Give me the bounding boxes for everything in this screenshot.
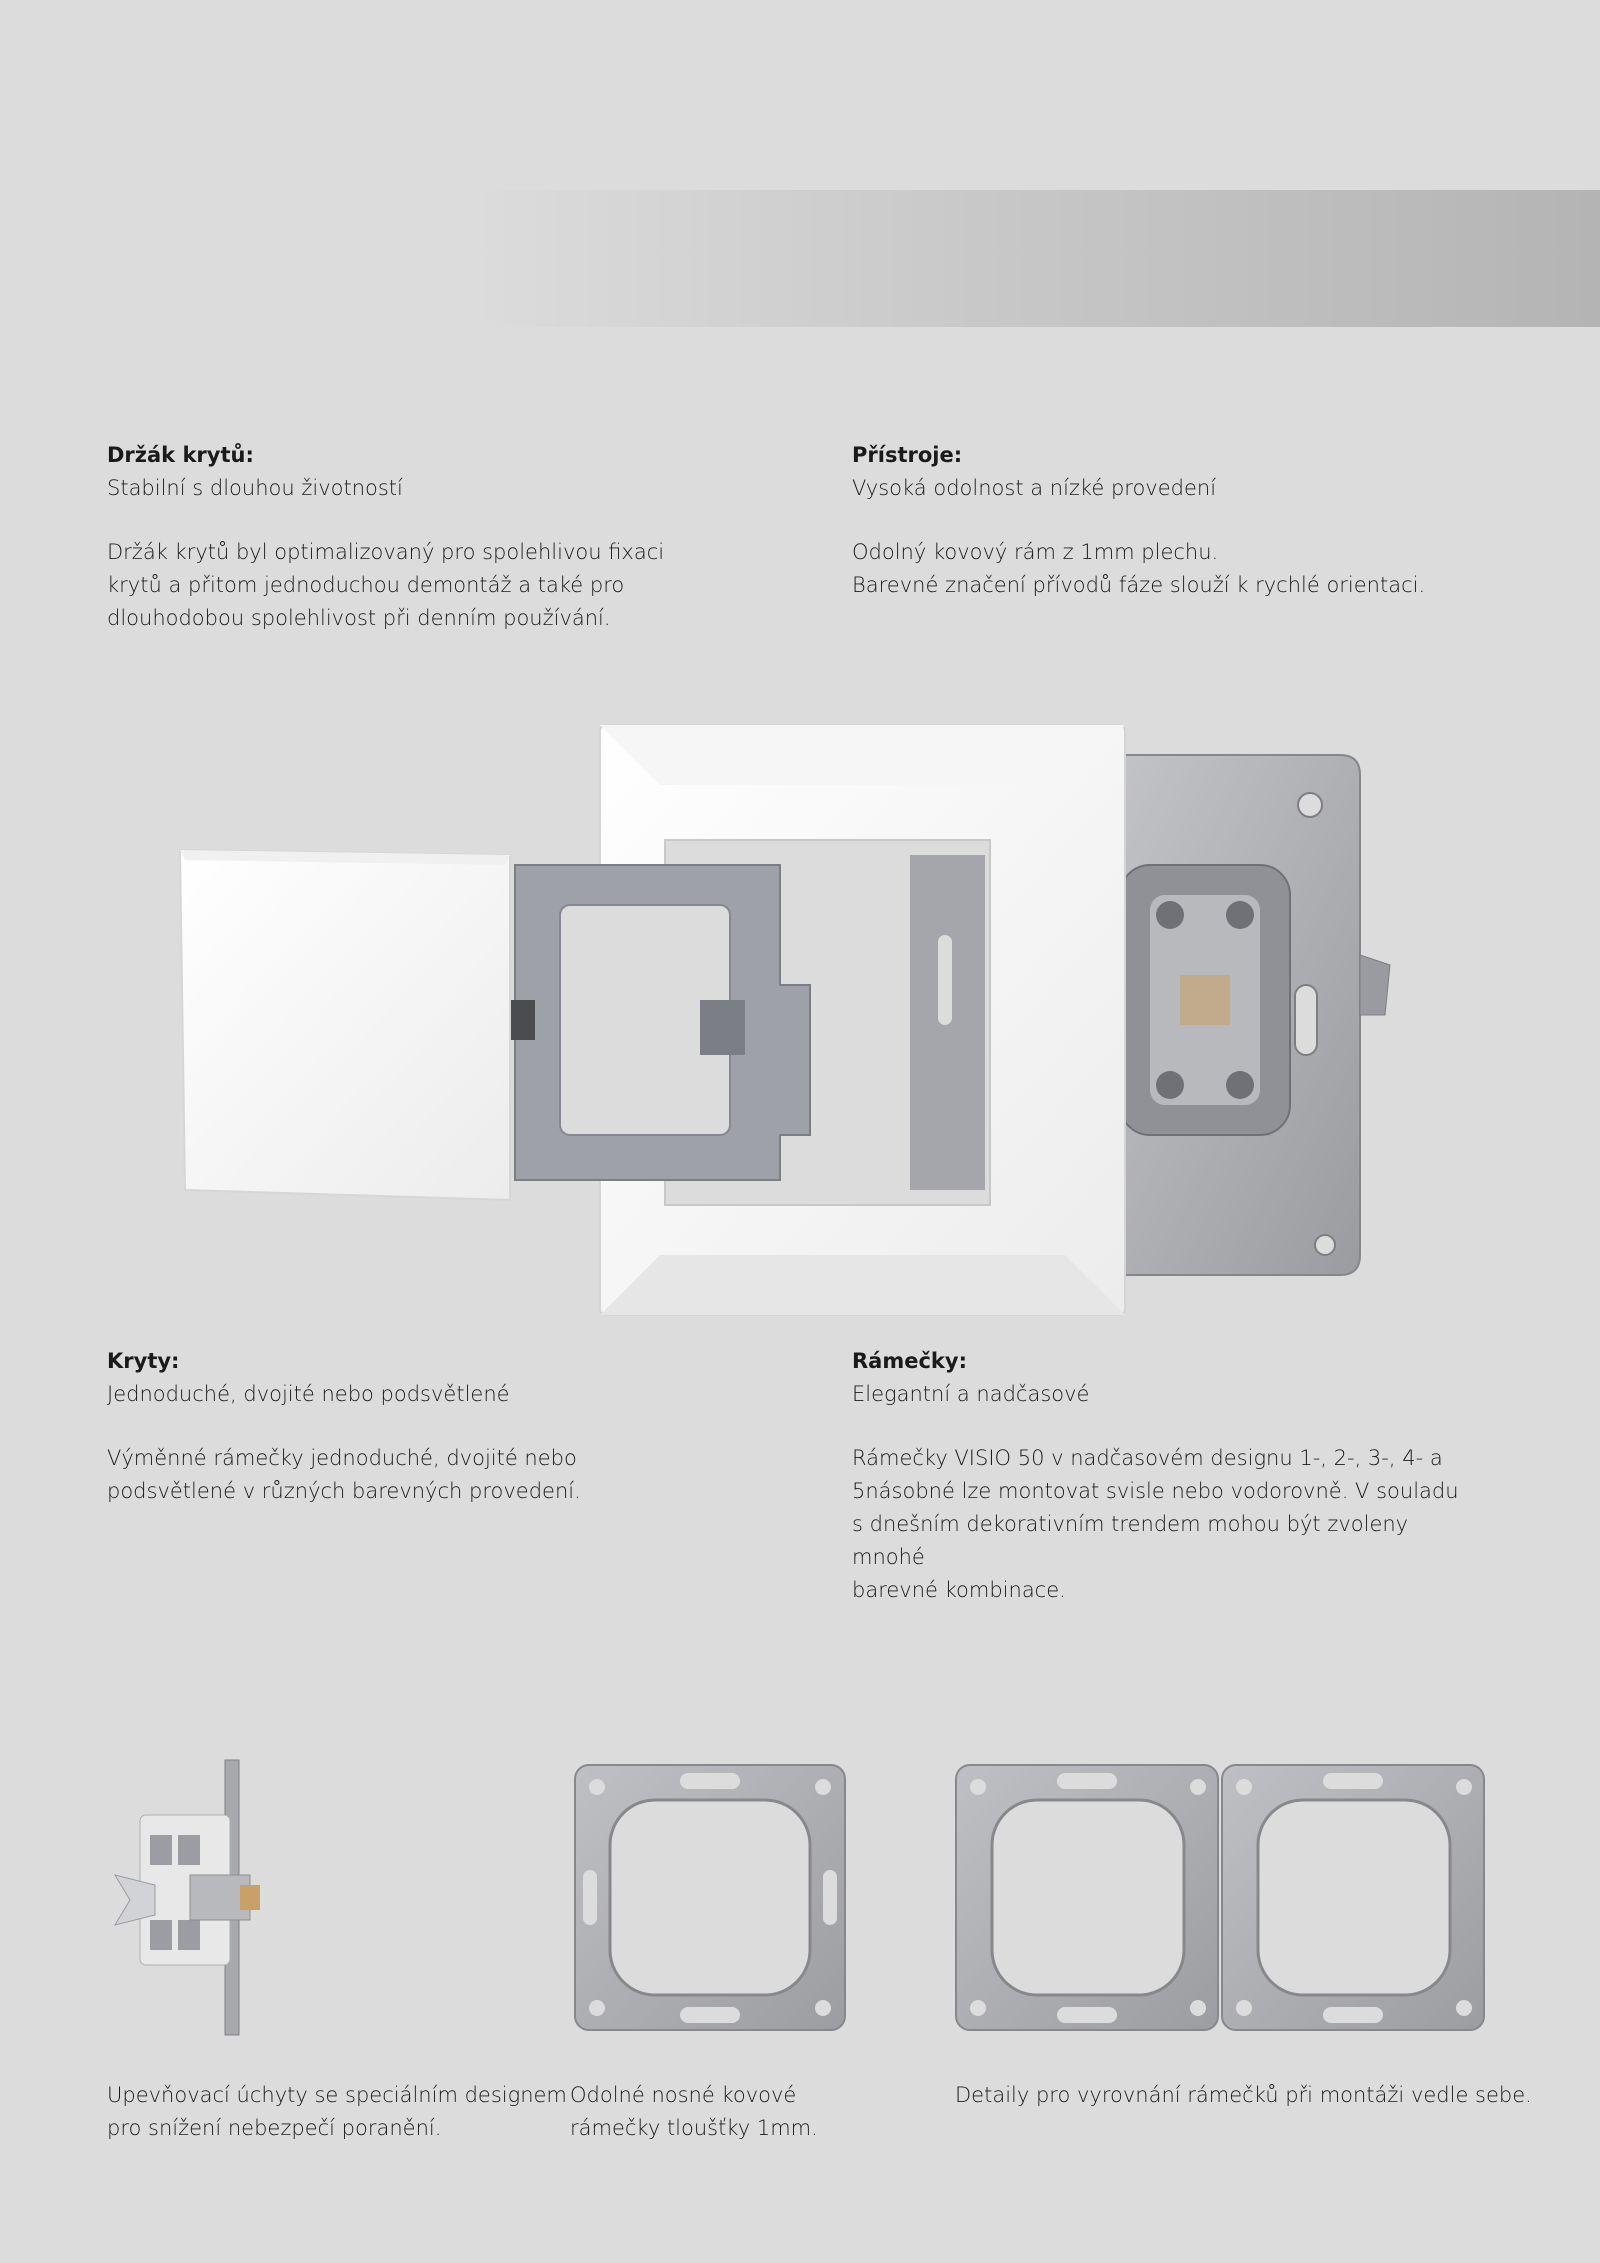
metal-mechanism: [1120, 755, 1390, 1275]
body-line: Výměnné rámečky jednoduché, dvojité nebo: [107, 1446, 577, 1470]
section-heading: Držák krytů:: [107, 443, 254, 467]
caption-line: Detaily pro vyrovnání rámečků při montáži vedle sebe.: [955, 2083, 1532, 2107]
metal-plate-right: [1222, 1765, 1484, 2030]
caption-clips: [107, 2079, 577, 2145]
body-line: Barevné značení přívodů fáze slouží k rychlé orientaci.: [852, 573, 1426, 597]
body-line: Odolný kovový rám z 1mm plechu.: [852, 540, 1219, 564]
header-gradient-band: [470, 190, 1600, 327]
section-heading: Přístroje:: [852, 443, 963, 467]
section-devices: [852, 439, 1552, 602]
section-covers: [107, 1345, 727, 1508]
aligned-metal-plates: [950, 1755, 1500, 2040]
metal-plate-left: [956, 1765, 1218, 2030]
caption-line: rámečky tloušťky 1mm.: [570, 2116, 818, 2140]
body-line: Rámečky VISIO 50 v nadčasovém designu 1-, 2-, 3-, 4- a: [852, 1446, 1443, 1470]
body-line: 5násobné lze montovat svisle nebo vodorovně. V souladu: [852, 1479, 1459, 1503]
body-line: Držák krytů byl optimalizovaný pro spolehlivou fixaci: [107, 540, 665, 564]
caption-line: Odolné nosné kovové: [570, 2083, 797, 2107]
section-subheading: Stabilní s dlouhou životností: [107, 476, 403, 500]
exploded-switch-illustration: [160, 715, 1420, 1330]
metal-mounting-plate: [565, 1755, 855, 2040]
body-line: s dnešním dekorativním trendem mohou být zvoleny mnohé: [852, 1512, 1409, 1569]
body-line: krytů a přitom jednoduchou demontáž a také pro: [107, 573, 625, 597]
mounting-clip-side-view: [100, 1755, 280, 2040]
body-line: podsvětlené v různých barevných provedení.: [107, 1479, 581, 1503]
white-rocker-cover: [180, 850, 510, 1200]
section-heading: Kryty:: [107, 1349, 180, 1373]
grey-cover-holder: [510, 865, 810, 1180]
caption-line: pro snížení nebezpečí poranění.: [107, 2116, 442, 2140]
body-line: barevné kombinace.: [852, 1578, 1066, 1602]
section-heading: Rámečky:: [852, 1349, 967, 1373]
caption-alignment: [955, 2079, 1575, 2112]
section-frames: [852, 1345, 1472, 1607]
section-subheading: Elegantní a nadčasové: [852, 1382, 1090, 1406]
caption-plates: [570, 2079, 830, 2145]
section-subheading: Jednoduché, dvojité nebo podsvětlené: [107, 1382, 510, 1406]
caption-line: Upevňovací úchyty se speciálním designem: [107, 2083, 567, 2107]
section-cover-holder: [107, 439, 727, 635]
body-line: dlouhodobou spolehlivost při denním používání.: [107, 606, 611, 630]
section-subheading: Vysoká odolnost a nízké provedení: [852, 476, 1217, 500]
